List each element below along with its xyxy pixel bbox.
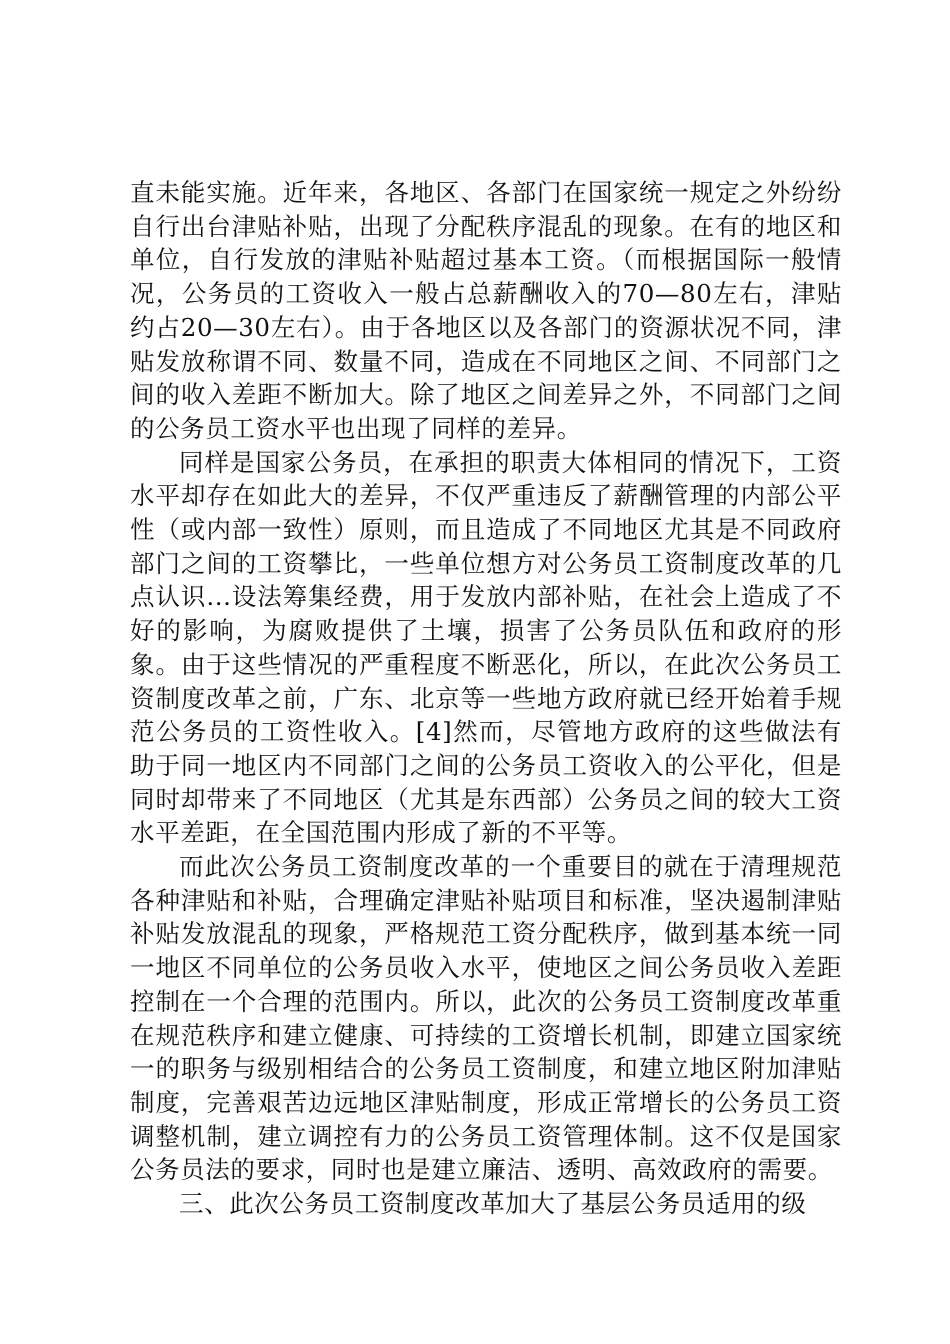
body-text: [130, 176, 842, 1221]
paragraph-2: 同样是国家公务员，在承担的职责大体相同的情况下，工资水平却存在如此大的差异，不仅严重违反了薪酬管理的内部公平性（或内部一致性）原则，而且造成了不同地区尤其是不同政府部门之间的工资攀比，一些单位想方对公务员工资制度改革的几点认识...设法筹集经费，用于发放内部补贴，在社会上造成了不好的影响，为腐败提供了土壤，损害了公务员队伍和政府的形象。由于这些情况的严重程度不断恶化，所以，在此次公务员工资制度改革之前，广东、北京等一些地方政府就已经开始着手规范公务员的工资性收入。[4]然而，尽管地方政府的这些做法有助于同一地区内不同部门之间的公务员工资收入的公平化，但是同时却带来了不同地区（尤其是东西部）公务员之间的较大工资水平差距，在全国范围内形成了新的不平等。: [130, 447, 842, 848]
paragraph-3: 而此次公务员工资制度改革的一个重要目的就在于清理规范各种津贴和补贴，合理确定津贴补贴项目和标准，坚决遏制津贴补贴发放混乱的现象，严格规范工资分配秩序，做到基本统一同一地区不同单位的公务员收入水平，使地区之间公务员收入差距控制在一个合理的范围内。所以，此次的公务员工资制度改革重在规范秩序和建立健康、可持续的工资增长机制，即建立国家统一的职务与级别相结合的公务员工资制度，和建立地区附加津贴制度，完善艰苦边远地区津贴制度，形成正常增长的公务员工资调整机制，建立调控有力的公务员工资管理体制。这不仅是国家公务员法的要求，同时也是建立廉洁、透明、高效政府的需要。: [130, 852, 842, 1185]
paragraph-4: 三、此次公务员工资制度改革加大了基层公务员适用的级: [179, 1189, 807, 1219]
paragraph-1: 直未能实施。近年来，各地区、各部门在国家统一规定之外纷纷自行出台津贴补贴，出现了分配秩序混乱的现象。在有的地区和单位，自行发放的津贴补贴超过基本工资。（而根据国际一般情况，公务员的工资收入一般占总薪酬收入的70—80左右，津贴约占20—30左右）。由于各地区以及各部门的资源状况不同，津贴发放称谓不同、数量不同，造成在不同地区之间、不同部门之间的收入差距不断加大。除了地区之间差异之外，不同部门之间的公务员工资水平也出现了同样的差异。: [130, 178, 842, 443]
